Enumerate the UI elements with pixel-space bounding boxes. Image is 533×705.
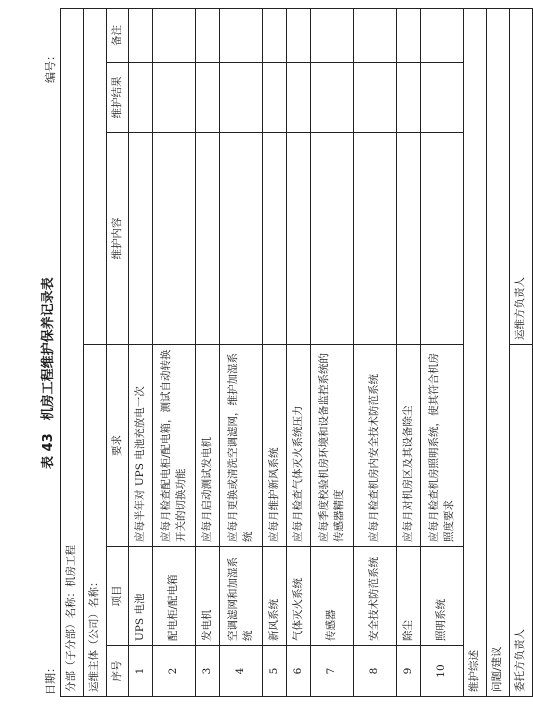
maintenance-summary-label: 维护综述 xyxy=(464,9,487,697)
operator-name-cell: 运维主体（公司）名称： xyxy=(84,345,107,697)
signature-row xyxy=(510,9,533,697)
table-row xyxy=(354,9,397,697)
row-remark-cell[interactable] xyxy=(153,9,196,63)
table-row xyxy=(287,9,311,697)
header-result: 维护结果 xyxy=(107,63,129,133)
summary-row xyxy=(464,9,487,697)
page-title: 表 43 机房工程维护保养记录表 xyxy=(41,277,56,469)
subdept-row xyxy=(61,9,84,697)
table-row xyxy=(397,9,421,697)
row-requirement: 应每月维护新风系统 xyxy=(263,345,287,547)
row-remark-cell[interactable] xyxy=(354,9,397,63)
row-content-cell[interactable] xyxy=(153,133,196,345)
row-item: 发电机 xyxy=(196,547,220,646)
operator-row xyxy=(84,9,107,697)
row-result-cell[interactable] xyxy=(153,63,196,133)
row-item: 照明系统 xyxy=(421,547,464,646)
row-requirement: 应每月更换或清洗空调滤网，维护加湿系统 xyxy=(220,345,263,547)
row-content-cell[interactable] xyxy=(287,133,311,345)
issues-row xyxy=(487,9,510,697)
row-requirement: 应每半年对 UPS 电池充放电一次 xyxy=(129,345,153,547)
row-seq: 5 xyxy=(263,646,287,697)
header-item: 项目 xyxy=(107,547,129,646)
row-item: 传感器 xyxy=(311,547,354,646)
ops-lead-label: 运维方负责人 xyxy=(510,9,533,345)
row-requirement: 应每月检查配电柜/配电箱，测试自动转换开关的切换功能 xyxy=(153,345,196,547)
table-row xyxy=(196,9,220,697)
table-row xyxy=(263,9,287,697)
operator-blank-cell xyxy=(84,9,107,345)
row-requirement: 应每月检查气体灭火系统压力 xyxy=(287,345,311,547)
header-row xyxy=(107,9,129,697)
row-content-cell[interactable] xyxy=(421,133,464,345)
row-result-cell[interactable] xyxy=(196,63,220,133)
row-content-cell[interactable] xyxy=(129,133,153,345)
row-result-cell[interactable] xyxy=(311,63,354,133)
row-seq: 7 xyxy=(311,646,354,697)
row-content-cell[interactable] xyxy=(196,133,220,345)
header-requirement: 要求 xyxy=(107,345,129,547)
row-seq: 3 xyxy=(196,646,220,697)
row-remark-cell[interactable] xyxy=(397,9,421,63)
row-seq: 8 xyxy=(354,646,397,697)
row-seq: 10 xyxy=(421,646,464,697)
header-seq: 序号 xyxy=(107,646,129,697)
row-content-cell[interactable] xyxy=(220,133,263,345)
client-lead-label: 委托方负责人 xyxy=(510,345,533,697)
table-row xyxy=(153,9,196,697)
row-item: UPS 电池 xyxy=(129,547,153,646)
header-content: 维护内容 xyxy=(107,133,129,345)
row-remark-cell[interactable] xyxy=(220,9,263,63)
subdept-name-cell: 分部（子分部）名称：机房工程 xyxy=(61,9,84,697)
serial-number-label: 编号： xyxy=(44,50,57,83)
row-seq: 4 xyxy=(220,646,263,697)
row-result-cell[interactable] xyxy=(287,63,311,133)
row-result-cell[interactable] xyxy=(421,63,464,133)
row-remark-cell[interactable] xyxy=(129,9,153,63)
row-seq: 2 xyxy=(153,646,196,697)
row-requirement: 应每月对机房区及其设备除尘 xyxy=(397,345,421,547)
row-item: 气体灭火系统 xyxy=(287,547,311,646)
maintenance-record-table xyxy=(60,8,533,697)
row-content-cell[interactable] xyxy=(354,133,397,345)
table-row xyxy=(220,9,263,697)
issues-suggestions-label: 问题/建议 xyxy=(487,9,510,697)
header-remark: 备注 xyxy=(107,9,129,63)
row-item: 除尘 xyxy=(397,547,421,646)
row-item: 安全技术防范系统 xyxy=(354,547,397,646)
row-result-cell[interactable] xyxy=(220,63,263,133)
row-requirement: 应每季度校验机房环境和设备监控系统的传感器精度 xyxy=(311,345,354,547)
table-row xyxy=(129,9,153,697)
row-result-cell[interactable] xyxy=(354,63,397,133)
row-item: 新风系统 xyxy=(263,547,287,646)
row-item: 空调滤网和加湿系统 xyxy=(220,547,263,646)
row-content-cell[interactable] xyxy=(311,133,354,345)
row-content-cell[interactable] xyxy=(263,133,287,345)
row-requirement: 应每月启动测试发电机 xyxy=(196,345,220,547)
row-remark-cell[interactable] xyxy=(311,9,354,63)
row-requirement: 应每月检查机房内安全技术防范系统 xyxy=(354,345,397,547)
row-remark-cell[interactable] xyxy=(196,9,220,63)
row-remark-cell[interactable] xyxy=(287,9,311,63)
row-requirement: 应每月检查机房照明系统，使其符合机房照度要求 xyxy=(421,345,464,547)
table-row xyxy=(311,9,354,697)
row-content-cell[interactable] xyxy=(397,133,421,345)
row-remark-cell[interactable] xyxy=(421,9,464,63)
row-seq: 1 xyxy=(129,646,153,697)
row-result-cell[interactable] xyxy=(263,63,287,133)
date-label: 日期： xyxy=(44,662,57,695)
row-result-cell[interactable] xyxy=(397,63,421,133)
table-row xyxy=(421,9,464,697)
row-item: 配电柜/配电箱 xyxy=(153,547,196,646)
row-seq: 6 xyxy=(287,646,311,697)
row-result-cell[interactable] xyxy=(129,63,153,133)
row-remark-cell[interactable] xyxy=(263,9,287,63)
row-seq: 9 xyxy=(397,646,421,697)
